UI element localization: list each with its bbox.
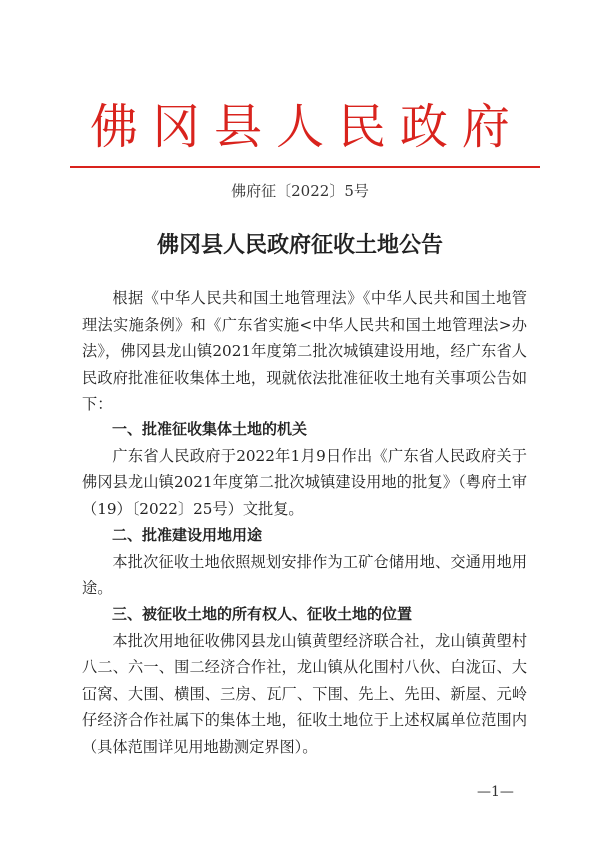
section-paragraph: 本批次征收土地依照规划安排作为工矿仓储用地、交通用地用途。 bbox=[82, 552, 527, 597]
header-char: 人 bbox=[275, 98, 324, 155]
header-char: 府 bbox=[461, 98, 510, 155]
section-3 bbox=[82, 601, 527, 760]
header-red-rule bbox=[70, 166, 540, 168]
section-paragraph: 本批次用地征收佛冈县龙山镇黄塱经济联合社，龙山镇黄塱村八二、六一、围二经济合作社，龙山镇从化围村八伙、白泷冚、大冚窝、大围、横围、三房、瓦厂、下围、先上、先田、新屋、元岭仔经济合作社属下的集体土地，征收土地位于上述权属单位范围内（具体范围详见用地勘测定界图）。 bbox=[82, 631, 527, 756]
page-number: —1— bbox=[477, 784, 514, 800]
header-char: 冈 bbox=[151, 98, 200, 155]
section-heading: 一、批准征收集体土地的机关 bbox=[112, 420, 308, 438]
header-char: 佛 bbox=[90, 98, 139, 155]
intro-paragraph: 根据《中华人民共和国土地管理法》《中华人民共和国土地管理法实施条例》和《广东省实施<中华人民共和国土地管理法>办法》，佛冈县龙山镇2021年度第二批次城镇建设用地，经广东省人民政府批准征收集体土地，现就依法批准征收土地有关事项公告如下： bbox=[82, 289, 527, 413]
section-1 bbox=[82, 416, 527, 522]
issuing-authority-header bbox=[40, 92, 560, 155]
section-2 bbox=[82, 522, 527, 602]
header-char: 政 bbox=[399, 98, 448, 155]
header-char: 县 bbox=[213, 98, 262, 155]
document-number: 佛府征〔2022〕5号 bbox=[231, 182, 369, 200]
section-heading: 三、被征收土地的所有权人、征收土地的位置 bbox=[112, 605, 413, 623]
header-char: 民 bbox=[337, 98, 386, 155]
section-paragraph: 广东省人民政府于2022年1月9日作出《广东省人民政府关于佛冈县龙山镇2021年度第二批次城镇建设用地的批复》（粤府土审（19）〔2022〕25号）文批复。 bbox=[82, 446, 527, 518]
section-heading: 二、批准建设用地用途 bbox=[112, 526, 263, 544]
document-title: 佛冈县人民政府征收土地公告 bbox=[156, 232, 443, 258]
intro-paragraph-block bbox=[82, 285, 527, 418]
